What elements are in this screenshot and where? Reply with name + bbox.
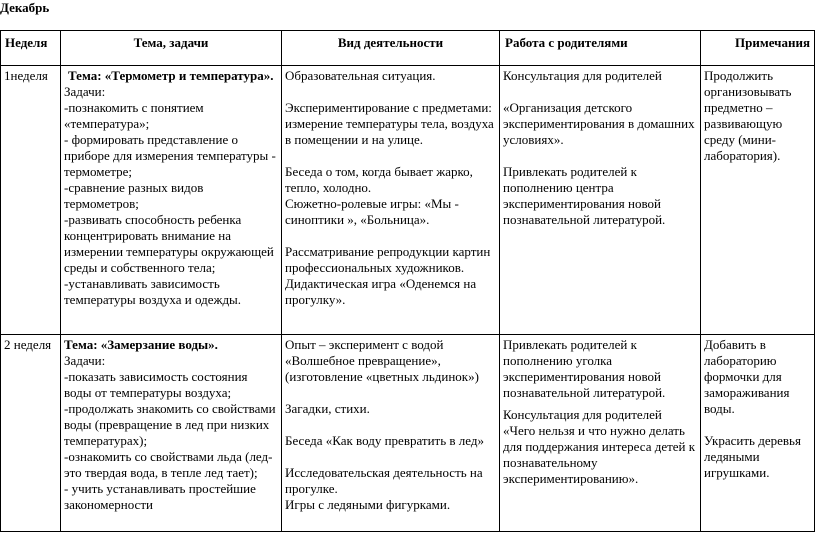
cell-line: [285, 385, 496, 401]
header-notes: Примечания: [701, 31, 815, 66]
cell-line: -развивать способность ребенка концентрировать внимание на измерении температуры окружающей среды и собственного тела;: [64, 212, 274, 275]
cell-line: -устанавливать зависимость температуры воздуха и одежды.: [64, 276, 242, 307]
cell-line: Консультация для родителей «Чего нельзя и что нужно делать для поддержания интереса детей к познавательному экспериментированию».: [503, 407, 696, 486]
cell-line: Загадки, стихи.: [285, 401, 370, 416]
cell-line: [285, 148, 496, 164]
topic-title: Тема: «Замерзание воды».: [64, 337, 218, 352]
cell-line: [285, 84, 496, 100]
parents-cell: [500, 66, 701, 335]
cell-line: Консультация для родителей: [503, 68, 662, 83]
cell-line: Рассматривание репродукции картин профессиональных художников.: [285, 244, 491, 275]
cell-line: Привлекать родителей к пополнению уголка экспериментирования новой познавательной литературой.: [503, 337, 666, 400]
header-activity: Вид деятельности: [282, 31, 500, 66]
tasks-list: [64, 369, 278, 513]
header-parents: Работа с родителями: [500, 31, 701, 66]
topic-cell: [61, 335, 282, 532]
cell-line: [285, 228, 496, 244]
cell-line: [503, 148, 697, 164]
cell-line: Беседа о том, когда бывает жарко, тепло, холодно.: [285, 164, 473, 195]
tasks-label: Задачи:: [64, 353, 106, 368]
table-header-row: [1, 31, 815, 66]
header-topic: Тема, задачи: [61, 31, 282, 66]
cell-line: [503, 84, 697, 100]
cell-line: -продолжать знакомить со свойствами воды (превращение в лед при низких температурах);: [64, 401, 276, 448]
cell-line: Украсить деревья ледяными игрушками.: [704, 433, 801, 480]
cell-line: [285, 417, 496, 433]
week-cell: 1неделя: [1, 66, 61, 335]
cell-line: -познакомить с понятием «температура»;: [64, 100, 204, 131]
cell-line: Добавить в лабораторию формочки для замораживания воды.: [704, 337, 790, 416]
plan-table: [0, 30, 815, 532]
cell-line: «Организация детского экспериментирования в домашних условиях».: [503, 100, 695, 147]
cell-line: -ознакомить со свойствами льда (лед-это твердая вода, в тепле лед тает);: [64, 449, 273, 480]
tasks-label: Задачи:: [64, 84, 106, 99]
cell-line: - формировать представление о приборе для измерения температуры - термометре;: [64, 132, 276, 179]
cell-line: Продолжить организовывать предметно – развивающую среду (мини-лаборатория).: [704, 68, 792, 163]
table-row: [1, 335, 815, 532]
cell-line: [285, 449, 496, 465]
cell-line: Дидактическая игра «Оденемся на прогулку».: [285, 276, 477, 307]
cell-line: Образовательная ситуация.: [285, 68, 436, 83]
parents-cell: [500, 335, 701, 532]
cell-line: Беседа «Как воду превратить в лед»: [285, 433, 484, 448]
cell-line: - учить устанавливать простейшие закономерности: [64, 481, 256, 512]
cell-line: Привлекать родителей к пополнению центра экспериментирования новой познавательной литературой.: [503, 164, 666, 227]
activity-cell: [282, 335, 500, 532]
cell-line: Экспериментирование с предметами: измерение температуры тела, воздуха в помещении и на улице.: [285, 100, 494, 147]
cell-line: -сравнение разных видов термометров;: [64, 180, 204, 211]
cell-line: Сюжетно-ролевые игры: «Мы - синоптики », «Больница».: [285, 196, 459, 227]
topic-cell: [61, 66, 282, 335]
cell-line: [704, 417, 811, 433]
cell-line: Игры с ледяными фигурками.: [285, 497, 451, 512]
notes-cell: [701, 66, 815, 335]
cell-line: -показать зависимость состояния воды от температуры воздуха;: [64, 369, 248, 400]
cell-line: Исследовательская деятельность на прогулке.: [285, 465, 483, 496]
tasks-list: [64, 100, 278, 308]
week-cell: 2 неделя: [1, 335, 61, 532]
table-row: [1, 66, 815, 335]
topic-title: Тема: «Термометр и температура».: [68, 68, 274, 83]
cell-line: Опыт – эксперимент с водой «Волшебное превращение», (изготовление «цветных льдинок»): [285, 337, 479, 384]
notes-cell: [701, 335, 815, 532]
activity-cell: [282, 66, 500, 335]
header-week: Неделя: [1, 31, 61, 66]
page-title: Декабрь: [0, 0, 50, 15]
